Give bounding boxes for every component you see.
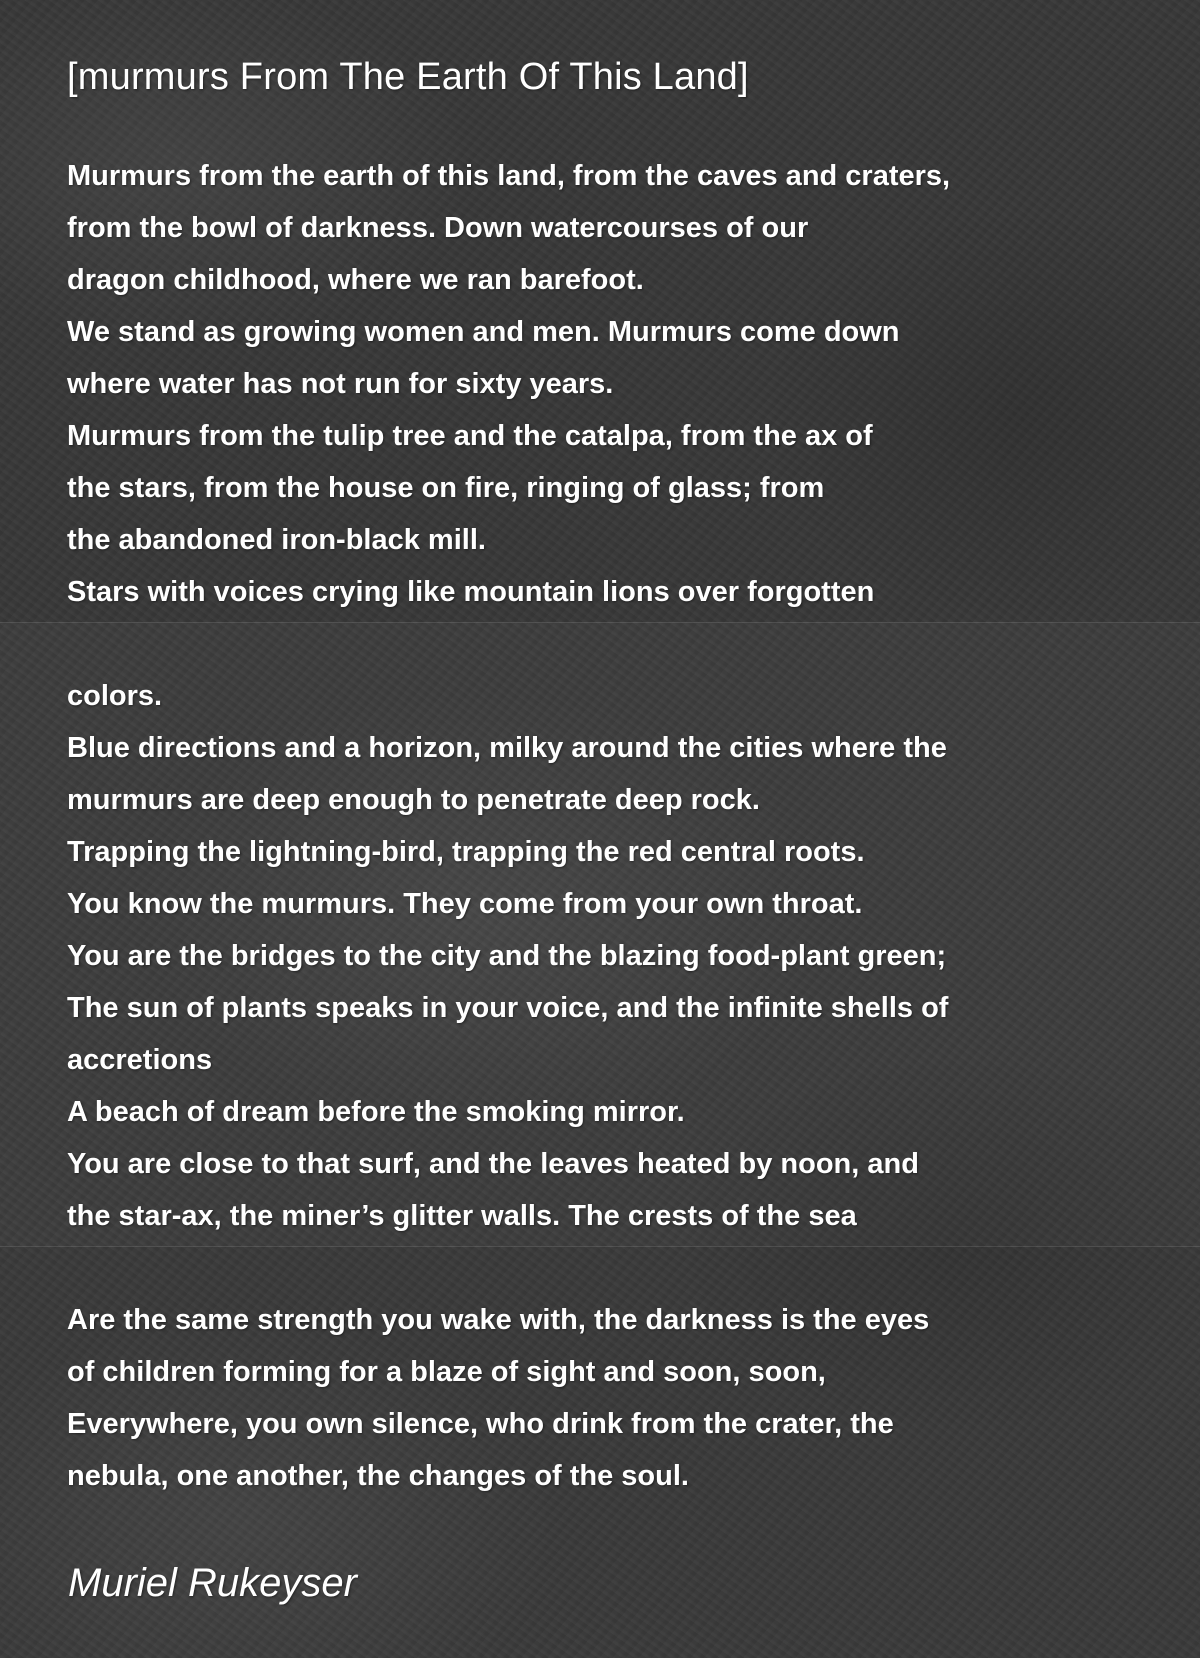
poem-line: dragon childhood, where we ran barefoot.	[67, 264, 644, 296]
background-seam	[0, 1246, 1200, 1247]
poem-line: Blue directions and a horizon, milky around the cities where the	[67, 732, 947, 764]
background-seam	[0, 622, 1200, 623]
poem-author: Muriel Rukeyser	[68, 1561, 357, 1605]
poem-line: The sun of plants speaks in your voice, and the infinite shells of	[67, 992, 949, 1024]
poem-line: Trapping the lightning-bird, trapping the red central roots.	[67, 836, 865, 868]
poem-stanza-3	[67, 1294, 929, 1502]
poem-line: from the bowl of darkness. Down watercourses of our	[67, 212, 809, 244]
poem-line: Are the same strength you wake with, the darkness is the eyes	[67, 1304, 930, 1336]
poem-line: A beach of dream before the smoking mirror.	[67, 1096, 685, 1128]
poem-line: You know the murmurs. They come from your own throat.	[67, 888, 863, 920]
poem-line: colors.	[67, 680, 163, 712]
poem-line: the abandoned iron-black mill.	[67, 524, 486, 556]
poem-line: Stars with voices crying like mountain lions over forgotten	[67, 576, 875, 608]
poem-line: of children forming for a blaze of sight and soon, soon,	[67, 1356, 826, 1388]
poem-line: We stand as growing women and men. Murmurs come down	[67, 316, 900, 348]
poem-line: You are the bridges to the city and the blazing food-plant green;	[67, 940, 947, 972]
poem-line: where water has not run for sixty years.	[67, 368, 614, 400]
poem-line: You are close to that surf, and the leaves heated by noon, and	[67, 1148, 919, 1180]
poem-stanza-1	[67, 150, 950, 618]
poem-line: accretions	[67, 1044, 213, 1076]
poem-title: [murmurs From The Earth Of This Land]	[67, 56, 749, 98]
poem-line: the star-ax, the miner’s glitter walls. The crests of the sea	[67, 1200, 857, 1232]
poem-line: Murmurs from the tulip tree and the catalpa, from the ax of	[67, 420, 873, 452]
poem-line: the stars, from the house on fire, ringing of glass; from	[67, 472, 825, 504]
poem-line: Everywhere, you own silence, who drink from the crater, the	[67, 1408, 894, 1440]
poem-stanza-2	[67, 670, 948, 1242]
poem-line: murmurs are deep enough to penetrate deep rock.	[67, 784, 760, 816]
poem-line: Murmurs from the earth of this land, from the caves and craters,	[67, 160, 951, 192]
poem-line: nebula, one another, the changes of the soul.	[67, 1460, 689, 1492]
